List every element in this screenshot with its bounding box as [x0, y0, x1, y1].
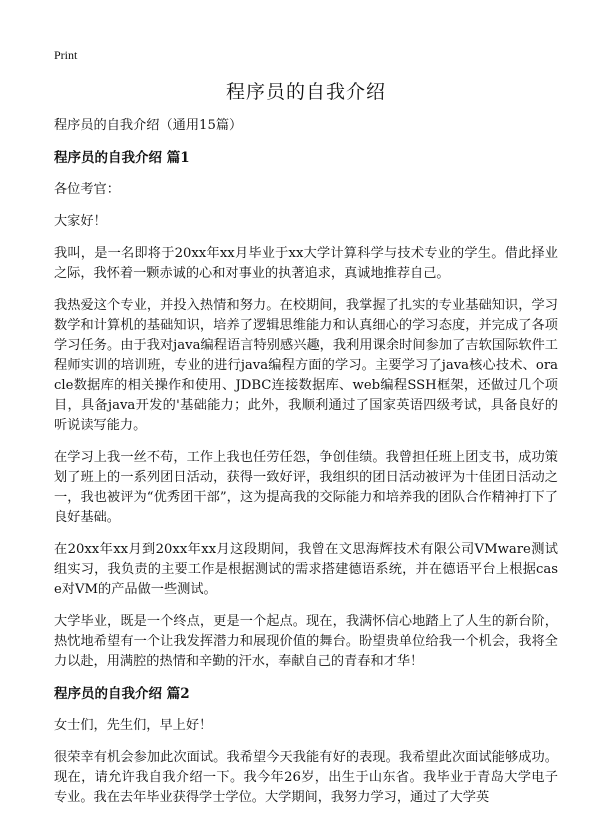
section-heading: 程序员的自我介绍 篇1	[54, 150, 190, 166]
paragraph-activities: 在学习上我一丝不苟，工作上我也任劳任怨，争创佳绩。我曾担任班上团支书，成功策划了班上的一系列团日活动，获得一致好评，我组织的团日活动被评为十佳团日活动之一，我也被评为“优秀团干部”，这为提高我的交际能力和培养我的团队合作精神打下了良好基础。	[54, 450, 558, 525]
section-2	[54, 684, 558, 808]
paragraph-intro: 很荣幸有机会参加此次面试。我希望今天我能有好的表现。我希望此次面试能够成功。现在，请允许我自我介绍一下。我今年26岁，出生于山东省。我毕业于青岛大学电子专业。我在去年毕业获得学士学位。大学期间，我努力学习，通过了大学英	[54, 750, 558, 805]
paragraph-internship: 在20xx年xx月到20xx年xx月这段期间，我曾在文思海辉技术有限公司VMware测试组实习，我负责的主要工作是根据测试的需求搭建德语系统，并在德语平台上根据case对VM的产品做一些测试。	[54, 542, 558, 597]
paragraph-skills: 我热爱这个专业，并投入热情和努力。在校期间，我掌握了扎实的专业基础知识，学习数学和计算机的基础知识，培养了逻辑思维能力和认真细心的学习态度，并完成了各项学习任务。由于我对java编程语言特别感兴趣，我利用课余时间参加了吉软国际软件工程师实训的培训班，专业的进行java编程方面的学习。主要学习了java核心技术、oracle数据库的相关操作和使用、JDBC连接数据库、web编程SSH框架，还做过几个项目，具备java开发的'基础能力；此外，我顺利通过了国家英语四级考试，具备良好的听说读写能力。	[54, 298, 558, 433]
paragraph-intro: 我叫，是一名即将于20xx年xx月毕业于xx大学计算科学与技术专业的学生。借此择业之际，我怀着一颗赤诚的心和对事业的执著追求，真诚地推荐自己。	[54, 246, 558, 281]
section-heading: 程序员的自我介绍 篇2	[54, 686, 190, 702]
paragraph-closing: 大学毕业，既是一个终点，更是一个起点。现在，我满怀信心地踏上了人生的新台阶，热忱地希望有一个让我发挥潜力和展现价值的舞台。盼望贵单位给我一个机会，我将全力以赴，用满腔的热情和辛勤的汗水，奉献自己的青春和才华！	[54, 614, 558, 669]
section-1	[54, 148, 558, 672]
salutation: 各位考官：	[54, 182, 120, 197]
document-subtitle: 程序员的自我介绍（通用15篇）	[54, 118, 243, 133]
print-label: Print	[54, 48, 78, 62]
greeting: 大家好！	[54, 214, 107, 229]
salutation: 女士们，先生们，早上好！	[54, 718, 213, 733]
document-title: 程序员的自我介绍	[225, 81, 386, 103]
